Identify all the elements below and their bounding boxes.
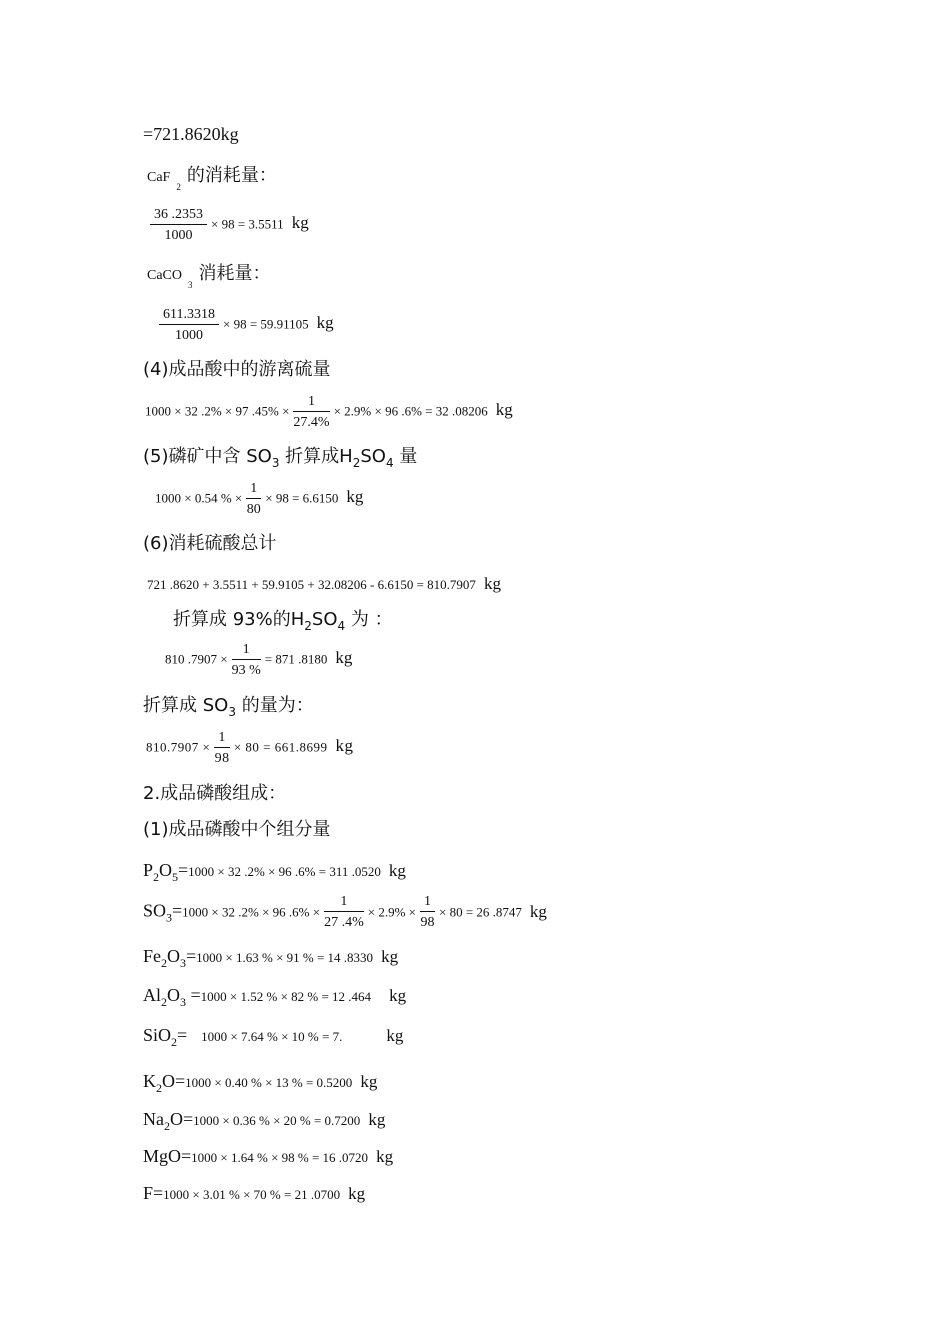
equation-caco3 bbox=[155, 308, 334, 343]
text: 量 bbox=[393, 446, 418, 467]
heading-phosphoric: 2.成品磷酸组成： bbox=[143, 783, 287, 804]
text: 为 ： bbox=[345, 609, 393, 630]
expression: = 871 .8180 bbox=[264, 651, 328, 667]
formula: MgO= bbox=[143, 1146, 192, 1166]
heading-93pct bbox=[173, 611, 393, 632]
expression: × 80 = 661.8699 bbox=[233, 739, 328, 755]
fraction bbox=[246, 482, 261, 517]
formula: K bbox=[143, 1071, 156, 1091]
expression: 1000 × 32 .2% × 97 .45% × bbox=[145, 403, 290, 419]
expression: × 98 = 59.91105 bbox=[222, 316, 309, 332]
unit: kg bbox=[335, 648, 353, 668]
unit: kg bbox=[483, 574, 501, 593]
subscript: 2 bbox=[352, 456, 361, 470]
numerator: 1 bbox=[420, 895, 435, 912]
subscript: 2 bbox=[153, 870, 160, 884]
row-so3 bbox=[143, 895, 547, 930]
subscript: 3 bbox=[166, 910, 173, 925]
subscript: 3 bbox=[180, 956, 186, 970]
unit: kg bbox=[291, 213, 309, 233]
unit: kg bbox=[386, 1026, 404, 1045]
formula: Fe bbox=[143, 946, 161, 966]
formula: F= bbox=[143, 1183, 164, 1203]
formula: O bbox=[167, 946, 180, 966]
fraction bbox=[150, 208, 207, 243]
expression: 1000 × 0.36 % × 20 % = 0.7200 bbox=[193, 1113, 361, 1128]
expression: × 2.9% × 96 .6% = 32 .08206 bbox=[333, 403, 488, 419]
row-mgo bbox=[143, 1147, 393, 1165]
denominator: 27 .4% bbox=[324, 915, 364, 930]
denominator: 93 % bbox=[231, 663, 261, 678]
subscript: 5 bbox=[172, 870, 179, 884]
subscript: 2 bbox=[171, 1035, 178, 1049]
formula: Al bbox=[143, 985, 161, 1005]
numerator: 1 bbox=[232, 643, 261, 660]
denominator: 98 bbox=[420, 915, 435, 930]
row-al2o3 bbox=[143, 986, 406, 1008]
fraction bbox=[420, 895, 435, 930]
equation-so3 bbox=[146, 731, 354, 766]
expression: 1000 × 3.01 % × 70 % = 21 .0700 bbox=[163, 1187, 341, 1202]
expression: 721 .8620 + 3.5511 + 59.9105 + 32.08206 - 6.6150 = 810.7907 bbox=[147, 577, 476, 592]
numerator: 611.3318 bbox=[159, 308, 219, 325]
unit: kg bbox=[348, 1184, 366, 1203]
expression: 810 .7907 × bbox=[165, 651, 228, 667]
unit: kg bbox=[368, 1110, 386, 1129]
caf2-heading bbox=[147, 166, 277, 192]
caco3-heading bbox=[147, 264, 271, 290]
denominator: 98 bbox=[214, 751, 230, 766]
equals: = bbox=[177, 1025, 188, 1045]
numerator: 1 bbox=[293, 395, 329, 412]
expression: 1000 × 1.63 % × 91 % = 14 .8330 bbox=[196, 950, 374, 965]
formula: O bbox=[167, 985, 180, 1005]
heading-so3 bbox=[143, 697, 314, 718]
expression: 1000 × 7.64 % × 10 % = 7. bbox=[201, 1029, 343, 1044]
formula: P bbox=[143, 860, 154, 880]
expression: × 2.9% × bbox=[367, 904, 416, 920]
subscript: 2 bbox=[161, 956, 167, 970]
numerator: 1 bbox=[214, 731, 230, 748]
subscript: 2 bbox=[164, 1119, 170, 1133]
expression: 1000 × 1.64 % × 98 % = 16 .0720 bbox=[191, 1150, 369, 1165]
fraction bbox=[159, 308, 219, 343]
numerator: 36 .2353 bbox=[150, 208, 207, 225]
expression: × 80 = 26 .8747 bbox=[439, 904, 522, 920]
unit: kg bbox=[316, 313, 334, 333]
text: SO bbox=[311, 609, 338, 630]
text: 折算成H bbox=[279, 446, 353, 467]
unit: kg bbox=[360, 1072, 378, 1091]
text: (5)磷矿中含 SO bbox=[143, 446, 272, 467]
fraction bbox=[324, 895, 364, 930]
fraction bbox=[293, 395, 329, 430]
equals: = bbox=[186, 946, 197, 966]
subscript: 3 bbox=[271, 456, 280, 470]
expression: 1000 × 0.40 % × 13 % = 0.5200 bbox=[185, 1075, 353, 1090]
subscript: 2 bbox=[161, 995, 167, 1009]
unit: kg bbox=[381, 947, 399, 966]
label: 的消耗量： bbox=[186, 165, 277, 186]
unit: kg bbox=[335, 736, 354, 756]
expression: 1000 × 0.54 % × bbox=[155, 490, 243, 506]
formula: SiO bbox=[143, 1025, 172, 1045]
expression: × 98 = 3.5511 bbox=[211, 216, 284, 232]
row-p2o5 bbox=[143, 861, 406, 883]
formula: CaF bbox=[147, 170, 171, 185]
subscript: 4 bbox=[337, 619, 346, 633]
unit: kg bbox=[388, 861, 406, 880]
text: 折算成 SO bbox=[143, 695, 229, 716]
row-fe2o3 bbox=[143, 947, 398, 969]
expression: 1000 × 32 .2% × 96 .6% × bbox=[182, 904, 321, 920]
row-f bbox=[143, 1184, 365, 1202]
unit: kg bbox=[495, 400, 513, 420]
heading-5 bbox=[143, 448, 417, 469]
subscript: 2 bbox=[176, 182, 181, 192]
numerator: 1 bbox=[324, 895, 364, 912]
expression: × 98 = 6.6150 bbox=[265, 490, 339, 506]
formula: CaCO bbox=[147, 268, 182, 283]
denominator: 80 bbox=[246, 502, 261, 517]
heading-6: (6)消耗硫酸总计 bbox=[143, 533, 277, 554]
denominator: 27.4% bbox=[293, 415, 330, 430]
heading-components: (1)成品磷酸中个组分量 bbox=[143, 819, 331, 840]
equation-total bbox=[147, 575, 501, 592]
row-na2o bbox=[143, 1110, 385, 1132]
formula: O bbox=[159, 860, 173, 880]
expression: 810.7907 × bbox=[146, 739, 211, 755]
unit: kg bbox=[389, 986, 407, 1005]
subscript: 2 bbox=[304, 619, 312, 633]
line-result: =721.8620kg bbox=[143, 124, 239, 144]
denominator: 1000 bbox=[174, 328, 203, 343]
unit: kg bbox=[346, 487, 364, 507]
formula: O= bbox=[170, 1109, 194, 1129]
row-k2o bbox=[143, 1072, 377, 1094]
equation-caf2 bbox=[146, 208, 309, 243]
expression: 1000 × 1.52 % × 82 % = 12 .464 bbox=[200, 989, 372, 1004]
unit: kg bbox=[529, 901, 547, 921]
formula: Na bbox=[143, 1109, 164, 1129]
equals: = bbox=[178, 860, 189, 880]
fraction bbox=[214, 731, 230, 766]
subscript: 3 bbox=[180, 995, 186, 1009]
numerator: 1 bbox=[246, 482, 261, 499]
row-sio2 bbox=[143, 1026, 403, 1048]
subscript: 4 bbox=[385, 456, 394, 470]
denominator: 1000 bbox=[164, 228, 193, 243]
heading-4: (4)成品酸中的游离硫量 bbox=[143, 359, 331, 380]
subscript: 3 bbox=[228, 705, 236, 719]
unit: kg bbox=[376, 1147, 394, 1166]
fraction bbox=[232, 643, 261, 678]
equation-free-sulfur bbox=[145, 395, 513, 430]
equation-so3-h2so4 bbox=[155, 482, 363, 517]
equals: = bbox=[186, 985, 201, 1005]
text: 的量为： bbox=[235, 695, 314, 716]
formula: SO bbox=[143, 900, 167, 921]
label: 消耗量： bbox=[198, 263, 271, 284]
expression: 1000 × 32 .2% × 96 .6% = 311 .0520 bbox=[188, 864, 381, 879]
equals: = bbox=[172, 900, 183, 921]
subscript: 3 bbox=[188, 280, 193, 290]
subscript: 2 bbox=[156, 1081, 162, 1095]
formula: O= bbox=[162, 1071, 186, 1091]
text: 折算成 93%的H bbox=[173, 609, 305, 630]
equation-93pct bbox=[165, 643, 352, 678]
text: SO bbox=[360, 446, 386, 467]
